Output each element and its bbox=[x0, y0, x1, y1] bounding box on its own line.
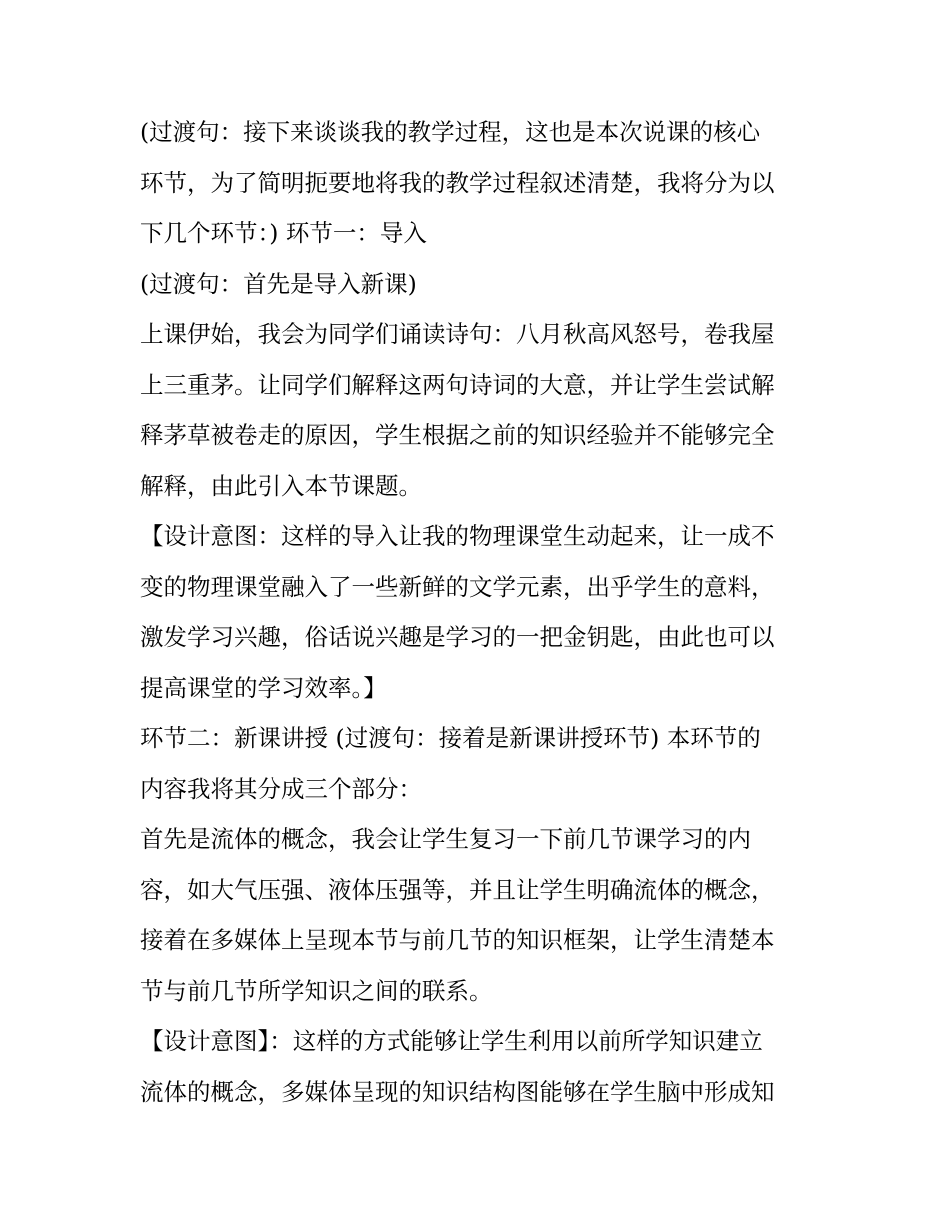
text-line: 【设计意图】：这样的方式能够让学生利用以前所学知识建立 bbox=[140, 1027, 763, 1055]
text-line: 内容我将其分成三个部分： bbox=[140, 774, 422, 803]
text-line: 【设计意图：这样的导入让我的物理课堂生动起来，让一成不 bbox=[140, 522, 775, 550]
text-line: 环节，为了简明扼要地将我的教学过程叙述清楚，我将分为以 bbox=[140, 168, 775, 197]
text-line: 容，如大气压强、液体压强等，并且让学生明确流体的概念， bbox=[140, 875, 775, 904]
text-line: 提高课堂的学习效率。】 bbox=[140, 673, 387, 702]
text-line: 上三重茅。让同学们解释这两句诗词的大意，并让学生尝试解 bbox=[140, 370, 775, 399]
text-line: 流体的概念，多媒体呈现的知识结构图能够在学生脑中形成知 bbox=[140, 1077, 775, 1106]
document-body bbox=[140, 107, 816, 1117]
text-line: 下几个环节：) 环节一：导入 bbox=[140, 219, 427, 247]
text-line: 解释，由此引入本节课题。 bbox=[140, 471, 422, 500]
text-line: 激发学习兴趣，俗话说兴趣是学习的一把金钥匙，由此也可以 bbox=[140, 623, 775, 651]
text-line: 释茅草被卷走的原因，学生根据之前的知识经验并不能够完全 bbox=[140, 421, 775, 449]
text-line: 节与前几节所学知识之间的联系。 bbox=[140, 976, 493, 1005]
text-line: 上课伊始，我会为同学们诵读诗句：八月秋高风怒号，卷我屋 bbox=[140, 320, 775, 348]
text-line: (过渡句：首先是导入新课) bbox=[140, 269, 417, 298]
text-line: 环节二：新课讲授 (过渡句：接着是新课讲授环节) 本环节的 bbox=[140, 724, 761, 752]
text-line: (过渡句：接下来谈谈我的教学过程，这也是本次说课的核心 bbox=[140, 118, 761, 146]
text-line: 接着在多媒体上呈现本节与前几节的知识框架，让学生清楚本 bbox=[140, 926, 775, 954]
text-line: 首先是流体的概念，我会让学生复习一下前几节课学习的内 bbox=[140, 825, 751, 853]
text-line: 变的物理课堂融入了一些新鲜的文学元素，出乎学生的意料， bbox=[140, 572, 775, 601]
